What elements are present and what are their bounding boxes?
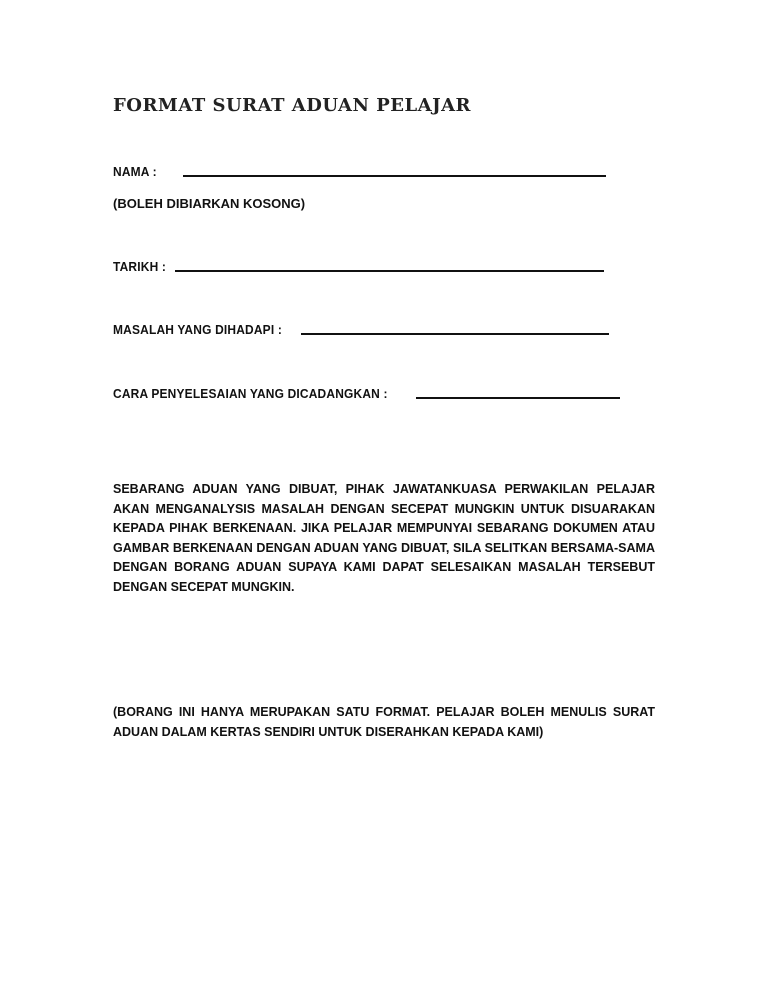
nama-label: NAMA : — [113, 164, 157, 179]
complaint-notice-paragraph: SEBARANG ADUAN YANG DIBUAT, PIHAK JAWATANKUASA PERWAKILAN PELAJAR AKAN MENGANALYSIS MASALAH DENGAN SECEPAT MUNGKIN UNTUK DISUARAKAN KEPADA PIHAK BERKENAAN. JIKA PELAJAR MEMPUNYAI SEBARANG DOKUMEN ATAU GAMBAR BERKENAAN DENGAN ADUAN YANG DIBUAT, SILA SELITKAN BERSAMA-SAMA DENGAN BORANG ADUAN SUPAYA KAMI DAPAT SELESAIKAN MASALAH TERSEBUT DENGAN SECEPAT MUNGKIN. — [113, 482, 655, 594]
nama-field — [113, 164, 606, 179]
nama-note: (BOLEH DIBIARKAN KOSONG) — [113, 196, 306, 211]
tarikh-label: TARIKH : — [113, 259, 167, 274]
nama-blank-line — [183, 175, 606, 177]
document-title: FORMAT SURAT ADUAN PELAJAR — [113, 95, 472, 116]
tarikh-blank-line — [175, 270, 604, 272]
masalah-blank-line — [301, 333, 609, 335]
tarikh-field — [113, 259, 604, 274]
cara-blank-line — [416, 397, 620, 399]
masalah-label: MASALAH YANG DIHADAPI : — [113, 322, 283, 337]
cara-field — [113, 386, 620, 401]
masalah-field — [113, 322, 609, 337]
form-footnote: (BORANG INI HANYA MERUPAKAN SATU FORMAT. PELAJAR BOLEH MENULIS SURAT ADUAN DALAM KERTAS SENDIRI UNTUK DISERAHKAN KEPADA KAMI) — [113, 705, 655, 739]
cara-label: CARA PENYELESAIAN YANG DICADANGKAN : — [113, 386, 388, 401]
